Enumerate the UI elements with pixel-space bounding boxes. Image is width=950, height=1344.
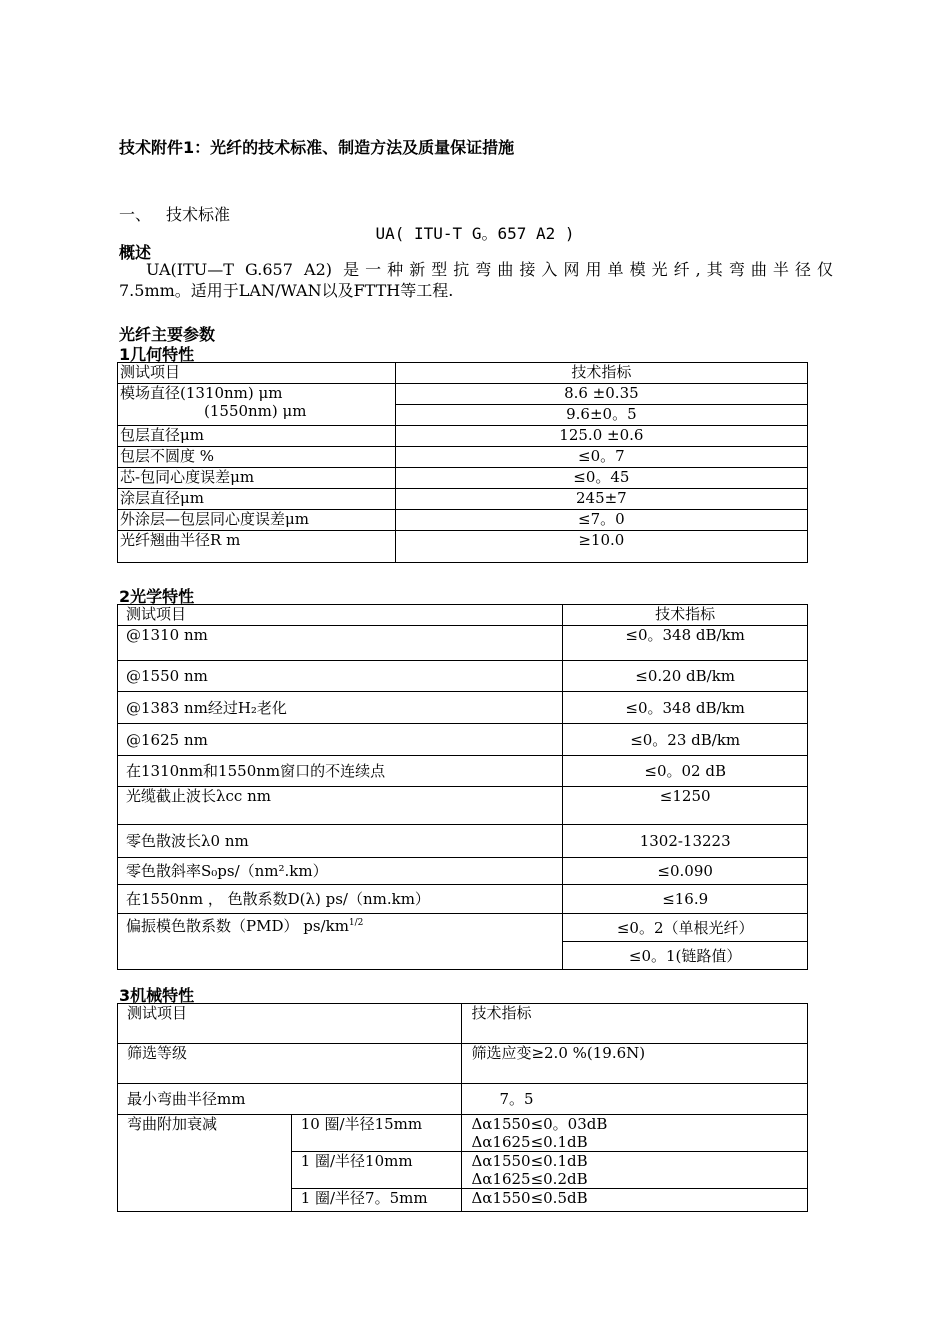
value-cell: 245±7: [395, 489, 807, 510]
pmd-exponent: 1/2: [348, 918, 364, 928]
table-row: [118, 384, 808, 405]
value-cell: ≤7。0: [395, 510, 807, 531]
item-cell: 包层不圆度 %: [118, 447, 396, 468]
pmd-label-cell: [118, 914, 563, 970]
bend-condition: 1 圈/半径10mm: [291, 1152, 462, 1189]
value-cell: ≤0。23 dB/km: [563, 724, 808, 756]
item-cell: @1310 nm: [118, 626, 563, 661]
mfd-label-1550: (1550nm) μm: [204, 402, 307, 420]
item-cell: 在1310nm和1550nm窗口的不连续点: [118, 756, 563, 787]
table-header-row: [118, 363, 808, 384]
item-cell: @1383 nm经过H₂老化: [118, 692, 563, 724]
value-cell: ≤0.090: [563, 858, 808, 885]
pmd-value-link: ≤0。1(链路值）: [563, 942, 808, 970]
item-cell: 零色散波长λ0 nm: [118, 825, 563, 858]
overview-line-2: 7.5mm。适用于LAN/WAN以及FTTH等工程.: [119, 281, 454, 300]
value-cell: ≤0。02 dB: [563, 756, 808, 787]
bend-loss-label: 弯曲附加衰减: [118, 1115, 292, 1212]
bend-value-1625: Δα1625≤0.2dB: [471, 1170, 588, 1188]
standard-subtitle: UA( ITU-T G。657 A2 ): [375, 224, 575, 243]
overview-heading: 概述: [119, 243, 152, 262]
item-cell: 芯-包同心度误差μm: [118, 468, 396, 489]
value-cell: ≤0。348 dB/km: [563, 692, 808, 724]
table-row: [118, 1084, 808, 1115]
bend-value-1625: Δα1625≤0.1dB: [471, 1133, 588, 1151]
table-row: [118, 724, 808, 756]
value-cell: [462, 1084, 808, 1115]
table-row: [118, 914, 808, 942]
item-cell: @1550 nm: [118, 661, 563, 692]
radius-value: 7。5: [499, 1090, 534, 1108]
item-cell: 涂层直径μm: [118, 489, 396, 510]
table-row: [118, 787, 808, 825]
header-cell: 测试项目: [118, 363, 396, 384]
table-row: [118, 531, 808, 563]
bend-value-1550: Δα1550≤0.1dB: [471, 1152, 588, 1170]
mechanical-heading: 3机械特性: [119, 986, 195, 1005]
value-cell: ≤0。348 dB/km: [563, 626, 808, 661]
value-cell: ≤0。7: [395, 447, 807, 468]
table-row: [118, 510, 808, 531]
item-cell: 零色散斜率S₀ps/（nm².km）: [118, 858, 563, 885]
bend-condition: 1 圈/半径7。5mm: [291, 1189, 462, 1212]
header-cell: 技术指标: [462, 1004, 808, 1044]
document-title: 技术附件1：光纤的技术标准、制造方法及质量保证措施: [119, 138, 515, 157]
pmd-value-single: ≤0。2（单根光纤）: [563, 914, 808, 942]
overview-line-1: UA(ITU—T G.657 A2) 是一种新型抗弯曲接入网用单模光纤,其弯曲半径仅: [146, 260, 833, 279]
mechanical-table: [117, 1003, 808, 1212]
params-heading: 光纤主要参数: [119, 325, 216, 344]
table-header-row: [118, 605, 808, 626]
value-cell: 1302-13223: [563, 825, 808, 858]
mfd-value-1310: 8.6 ±0.35: [395, 384, 807, 405]
header-cell: 技术指标: [395, 363, 807, 384]
item-cell: 包层直径μm: [118, 426, 396, 447]
item-cell: 光缆截止波长λcc nm: [118, 787, 563, 825]
table-row: [118, 661, 808, 692]
table-row: [118, 447, 808, 468]
item-cell: 筛选等级: [118, 1044, 462, 1084]
bend-value-1550: Δα1550≤0.5dB: [471, 1189, 588, 1207]
bend-values: [462, 1189, 808, 1212]
bend-values: [462, 1115, 808, 1152]
header-cell: 技术指标: [563, 605, 808, 626]
value-cell: ≤0。45: [395, 468, 807, 489]
section-number: 一、: [119, 205, 152, 224]
bend-values: [462, 1152, 808, 1189]
geometry-heading: 1几何特性: [119, 345, 195, 364]
table-row: [118, 468, 808, 489]
value-cell: ≥10.0: [395, 531, 807, 563]
item-cell: 最小弯曲半径mm: [118, 1084, 462, 1115]
bend-condition: 10 圈/半径15mm: [291, 1115, 462, 1152]
mfd-label-cell: [118, 384, 396, 426]
value-cell: ≤1250: [563, 787, 808, 825]
geometry-table: [117, 362, 808, 563]
value-cell: ≤16.9: [563, 885, 808, 914]
item-cell: 光纤翘曲半径R m: [118, 531, 396, 563]
value-cell: 125.0 ±0.6: [395, 426, 807, 447]
table-row: [118, 426, 808, 447]
table-row: [118, 692, 808, 724]
header-cell: 测试项目: [118, 605, 563, 626]
mfd-value-1550: 9.6±0。5: [395, 405, 807, 426]
mfd-label-1310: 模场直径(1310nm) μm: [120, 384, 283, 402]
table-row: [118, 756, 808, 787]
table-row: [118, 1115, 808, 1152]
pmd-label: 偏振模色散系数（PMD） ps/km: [126, 917, 349, 935]
section-label: 技术标准: [166, 205, 231, 224]
item-cell: 在1550nm ， 色散系数D(λ) ps/（nm.km）: [118, 885, 563, 914]
optical-table: [117, 604, 808, 970]
table-row: [118, 489, 808, 510]
header-cell: 测试项目: [118, 1004, 462, 1044]
table-row: [118, 885, 808, 914]
item-cell: @1625 nm: [118, 724, 563, 756]
bend-value-1550: Δα1550≤0。03dB: [471, 1115, 608, 1133]
table-row: [118, 858, 808, 885]
overview-paragraph: [119, 259, 833, 301]
table-header-row: [118, 1004, 808, 1044]
table-row: [118, 825, 808, 858]
value-cell: 筛选应变≥2.0 %(19.6N): [462, 1044, 808, 1084]
value-cell: ≤0.20 dB/km: [563, 661, 808, 692]
table-row: [118, 1044, 808, 1084]
table-row: [118, 626, 808, 661]
optical-heading: 2光学特性: [119, 587, 195, 606]
item-cell: 外涂层—包层同心度误差μm: [118, 510, 396, 531]
